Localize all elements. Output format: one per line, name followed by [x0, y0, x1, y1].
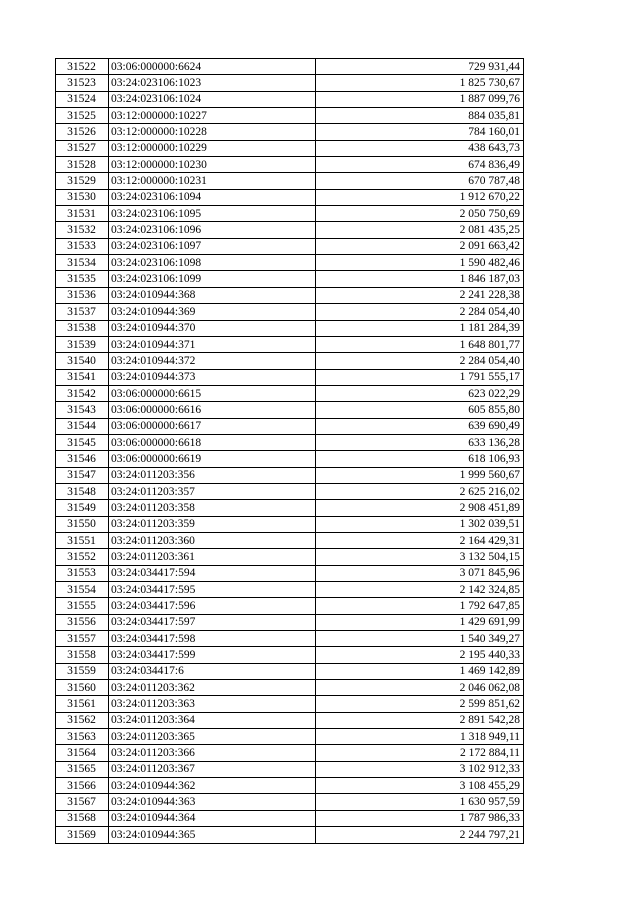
cadastral-value-cell: 1 792 647,85 [316, 598, 524, 614]
row-number-cell: 31566 [56, 778, 109, 794]
row-number-cell: 31535 [56, 271, 109, 287]
cadastral-number-cell: 03:12:000000:10230 [109, 157, 316, 173]
row-number-cell: 31548 [56, 483, 109, 499]
cadastral-number-cell: 03:06:000000:6616 [109, 402, 316, 418]
row-number-cell: 31565 [56, 761, 109, 777]
cadastral-number-cell: 03:24:010944:371 [109, 336, 316, 352]
cadastral-value-cell: 2 081 435,25 [316, 222, 524, 238]
cadastral-number-cell: 03:24:023106:1024 [109, 91, 316, 107]
row-number-cell: 31551 [56, 532, 109, 548]
cadastral-number-cell: 03:24:010944:362 [109, 778, 316, 794]
cadastral-number-cell: 03:24:011203:357 [109, 483, 316, 499]
table-row [56, 778, 524, 794]
cadastral-value-cell: 1 181 284,39 [316, 320, 524, 336]
row-number-cell: 31550 [56, 516, 109, 532]
cadastral-number-cell: 03:24:023106:1023 [109, 75, 316, 91]
table-row [56, 614, 524, 630]
cadastral-number-cell: 03:24:023106:1098 [109, 255, 316, 271]
cadastral-value-cell: 605 855,80 [316, 402, 524, 418]
row-number-cell: 31567 [56, 794, 109, 810]
cadastral-number-cell: 03:24:010944:363 [109, 794, 316, 810]
row-number-cell: 31546 [56, 451, 109, 467]
cadastral-number-cell: 03:24:034417:599 [109, 647, 316, 663]
cadastral-number-cell: 03:24:023106:1099 [109, 271, 316, 287]
cadastral-number-cell: 03:24:010944:373 [109, 369, 316, 385]
cadastral-number-cell: 03:24:010944:370 [109, 320, 316, 336]
cadastral-number-cell: 03:24:011203:359 [109, 516, 316, 532]
cadastral-value-cell: 670 787,48 [316, 173, 524, 189]
cadastral-value-cell: 1 630 957,59 [316, 794, 524, 810]
row-number-cell: 31540 [56, 353, 109, 369]
row-number-cell: 31556 [56, 614, 109, 630]
cadastral-number-cell: 03:12:000000:10228 [109, 124, 316, 140]
row-number-cell: 31569 [56, 827, 109, 843]
table-row [56, 761, 524, 777]
table-row [56, 385, 524, 401]
cadastral-value-table [55, 58, 524, 844]
cadastral-number-cell: 03:24:011203:358 [109, 500, 316, 516]
table-row [56, 59, 524, 75]
table-row [56, 827, 524, 843]
cadastral-number-cell: 03:24:023106:1096 [109, 222, 316, 238]
cadastral-value-cell: 1 825 730,67 [316, 75, 524, 91]
cadastral-value-cell: 784 160,01 [316, 124, 524, 140]
cadastral-value-cell: 1 648 801,77 [316, 336, 524, 352]
table-row [56, 238, 524, 254]
cadastral-value-cell: 2 241 228,38 [316, 287, 524, 303]
row-number-cell: 31555 [56, 598, 109, 614]
row-number-cell: 31524 [56, 91, 109, 107]
cadastral-value-cell: 3 132 504,15 [316, 549, 524, 565]
table-row [56, 810, 524, 826]
table-row [56, 647, 524, 663]
row-number-cell: 31559 [56, 663, 109, 679]
cadastral-value-cell: 884 035,81 [316, 108, 524, 124]
cadastral-value-cell: 1 540 349,27 [316, 631, 524, 647]
table-row [56, 794, 524, 810]
cadastral-value-cell: 2 891 542,28 [316, 712, 524, 728]
table-row [56, 680, 524, 696]
table-row [56, 173, 524, 189]
table-row [56, 663, 524, 679]
table-row [56, 500, 524, 516]
cadastral-number-cell: 03:24:011203:362 [109, 680, 316, 696]
table-row [56, 271, 524, 287]
table-row [56, 91, 524, 107]
cadastral-number-cell: 03:24:034417:598 [109, 631, 316, 647]
table-row [56, 369, 524, 385]
cadastral-number-cell: 03:24:011203:365 [109, 729, 316, 745]
cadastral-value-cell: 1 302 039,51 [316, 516, 524, 532]
row-number-cell: 31534 [56, 255, 109, 271]
cadastral-value-cell: 1 318 949,11 [316, 729, 524, 745]
cadastral-number-cell: 03:24:034417:596 [109, 598, 316, 614]
table-row [56, 631, 524, 647]
cadastral-value-cell: 2 050 750,69 [316, 206, 524, 222]
cadastral-number-cell: 03:24:011203:364 [109, 712, 316, 728]
row-number-cell: 31541 [56, 369, 109, 385]
table-row [56, 729, 524, 745]
cadastral-value-cell: 1 791 555,17 [316, 369, 524, 385]
cadastral-number-cell: 03:24:023106:1094 [109, 189, 316, 205]
cadastral-value-cell: 2 599 851,62 [316, 696, 524, 712]
cadastral-value-cell: 2 284 054,40 [316, 353, 524, 369]
row-number-cell: 31545 [56, 434, 109, 450]
table-body [56, 59, 524, 844]
cadastral-value-cell: 1 469 142,89 [316, 663, 524, 679]
cadastral-value-cell: 2 625 216,02 [316, 483, 524, 499]
table-row [56, 222, 524, 238]
cadastral-number-cell: 03:24:023106:1095 [109, 206, 316, 222]
cadastral-value-cell: 1 590 482,46 [316, 255, 524, 271]
cadastral-number-cell: 03:24:010944:365 [109, 827, 316, 843]
cadastral-number-cell: 03:24:034417:595 [109, 582, 316, 598]
cadastral-number-cell: 03:24:011203:360 [109, 532, 316, 548]
row-number-cell: 31536 [56, 287, 109, 303]
cadastral-number-cell: 03:24:011203:361 [109, 549, 316, 565]
row-number-cell: 31531 [56, 206, 109, 222]
row-number-cell: 31549 [56, 500, 109, 516]
cadastral-number-cell: 03:24:010944:364 [109, 810, 316, 826]
cadastral-number-cell: 03:24:011203:367 [109, 761, 316, 777]
cadastral-value-cell: 623 022,29 [316, 385, 524, 401]
row-number-cell: 31526 [56, 124, 109, 140]
cadastral-value-cell: 633 136,28 [316, 434, 524, 450]
row-number-cell: 31568 [56, 810, 109, 826]
table-row [56, 745, 524, 761]
row-number-cell: 31525 [56, 108, 109, 124]
cadastral-number-cell: 03:24:034417:597 [109, 614, 316, 630]
row-number-cell: 31557 [56, 631, 109, 647]
cadastral-number-cell: 03:06:000000:6615 [109, 385, 316, 401]
table-row [56, 157, 524, 173]
table-row [56, 418, 524, 434]
row-number-cell: 31562 [56, 712, 109, 728]
cadastral-number-cell: 03:24:010944:369 [109, 304, 316, 320]
cadastral-number-cell: 03:06:000000:6617 [109, 418, 316, 434]
table-row [56, 255, 524, 271]
cadastral-number-cell: 03:24:011203:363 [109, 696, 316, 712]
cadastral-value-cell: 3 108 455,29 [316, 778, 524, 794]
cadastral-value-cell: 438 643,73 [316, 140, 524, 156]
table-row [56, 124, 524, 140]
row-number-cell: 31564 [56, 745, 109, 761]
row-number-cell: 31563 [56, 729, 109, 745]
table-row [56, 483, 524, 499]
table-row [56, 189, 524, 205]
cadastral-value-cell: 2 244 797,21 [316, 827, 524, 843]
row-number-cell: 31538 [56, 320, 109, 336]
cadastral-number-cell: 03:12:000000:10231 [109, 173, 316, 189]
table-row [56, 532, 524, 548]
table-row [56, 320, 524, 336]
row-number-cell: 31537 [56, 304, 109, 320]
cadastral-value-cell: 1 912 670,22 [316, 189, 524, 205]
cadastral-value-cell: 1 887 099,76 [316, 91, 524, 107]
row-number-cell: 31530 [56, 189, 109, 205]
table-row [56, 451, 524, 467]
cadastral-value-cell: 2 091 663,42 [316, 238, 524, 254]
table-row [56, 598, 524, 614]
row-number-cell: 31552 [56, 549, 109, 565]
row-number-cell: 31522 [56, 59, 109, 75]
row-number-cell: 31529 [56, 173, 109, 189]
table-row [56, 565, 524, 581]
row-number-cell: 31547 [56, 467, 109, 483]
table-row [56, 287, 524, 303]
cadastral-value-cell: 2 142 324,85 [316, 582, 524, 598]
cadastral-value-cell: 2 164 429,31 [316, 532, 524, 548]
table-row [56, 582, 524, 598]
cadastral-number-cell: 03:24:034417:594 [109, 565, 316, 581]
row-number-cell: 31558 [56, 647, 109, 663]
row-number-cell: 31560 [56, 680, 109, 696]
table-row [56, 467, 524, 483]
table-row [56, 434, 524, 450]
row-number-cell: 31527 [56, 140, 109, 156]
row-number-cell: 31539 [56, 336, 109, 352]
row-number-cell: 31528 [56, 157, 109, 173]
table-row [56, 336, 524, 352]
table-row [56, 696, 524, 712]
row-number-cell: 31553 [56, 565, 109, 581]
row-number-cell: 31561 [56, 696, 109, 712]
cadastral-number-cell: 03:24:011203:356 [109, 467, 316, 483]
table-row [56, 304, 524, 320]
row-number-cell: 31543 [56, 402, 109, 418]
row-number-cell: 31542 [56, 385, 109, 401]
cadastral-value-cell: 2 172 884,11 [316, 745, 524, 761]
cadastral-value-cell: 639 690,49 [316, 418, 524, 434]
table-row [56, 516, 524, 532]
cadastral-number-cell: 03:24:010944:372 [109, 353, 316, 369]
table-row [56, 712, 524, 728]
cadastral-value-cell: 1 429 691,99 [316, 614, 524, 630]
cadastral-number-cell: 03:24:034417:6 [109, 663, 316, 679]
table-row [56, 402, 524, 418]
cadastral-number-cell: 03:24:011203:366 [109, 745, 316, 761]
cadastral-value-cell: 2 908 451,89 [316, 500, 524, 516]
row-number-cell: 31532 [56, 222, 109, 238]
row-number-cell: 31554 [56, 582, 109, 598]
row-number-cell: 31533 [56, 238, 109, 254]
table-row [56, 353, 524, 369]
table-row [56, 140, 524, 156]
cadastral-value-cell: 618 106,93 [316, 451, 524, 467]
table-row [56, 108, 524, 124]
cadastral-number-cell: 03:06:000000:6619 [109, 451, 316, 467]
row-number-cell: 31523 [56, 75, 109, 91]
cadastral-value-cell: 3 071 845,96 [316, 565, 524, 581]
table-row [56, 549, 524, 565]
table-row [56, 75, 524, 91]
cadastral-value-cell: 2 195 440,33 [316, 647, 524, 663]
cadastral-value-cell: 674 836,49 [316, 157, 524, 173]
cadastral-number-cell: 03:06:000000:6624 [109, 59, 316, 75]
cadastral-value-cell: 1 787 986,33 [316, 810, 524, 826]
cadastral-value-cell: 3 102 912,33 [316, 761, 524, 777]
cadastral-number-cell: 03:12:000000:10227 [109, 108, 316, 124]
cadastral-value-cell: 2 046 062,08 [316, 680, 524, 696]
cadastral-number-cell: 03:12:000000:10229 [109, 140, 316, 156]
cadastral-number-cell: 03:24:010944:368 [109, 287, 316, 303]
cadastral-value-cell: 729 931,44 [316, 59, 524, 75]
cadastral-number-cell: 03:24:023106:1097 [109, 238, 316, 254]
cadastral-value-cell: 1 846 187,03 [316, 271, 524, 287]
cadastral-value-cell: 1 999 560,67 [316, 467, 524, 483]
table-row [56, 206, 524, 222]
cadastral-number-cell: 03:06:000000:6618 [109, 434, 316, 450]
cadastral-value-cell: 2 284 054,40 [316, 304, 524, 320]
row-number-cell: 31544 [56, 418, 109, 434]
